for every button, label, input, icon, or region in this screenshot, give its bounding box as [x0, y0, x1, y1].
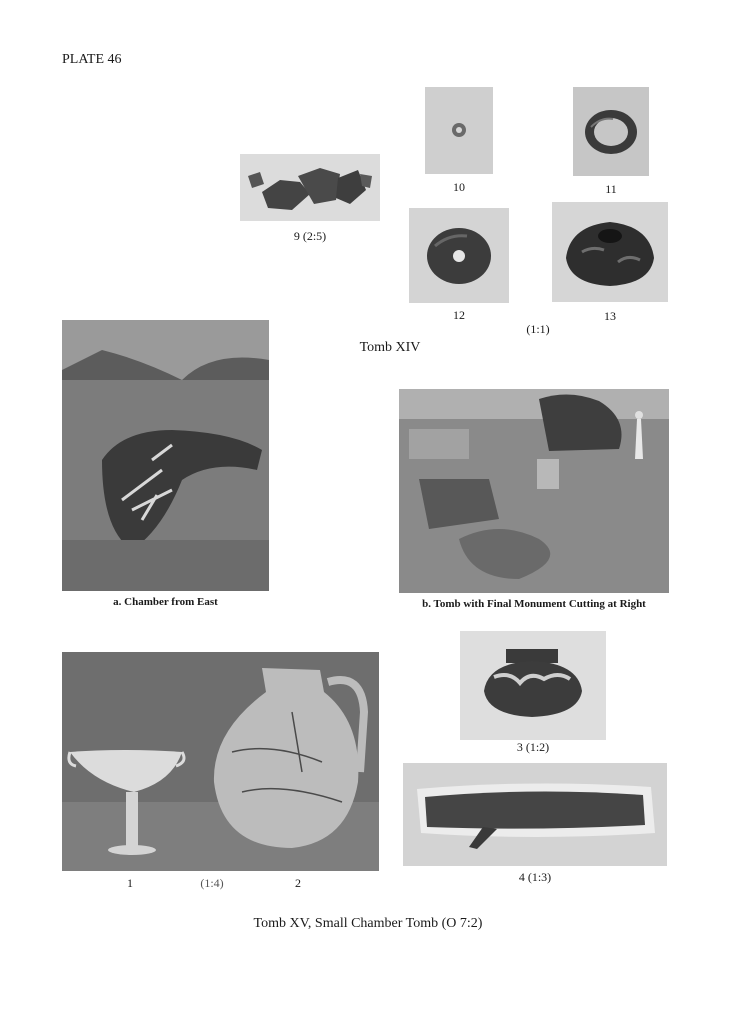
label-item-11: 11: [605, 182, 617, 196]
label-item-1: 1: [127, 876, 133, 890]
plate-title: PLATE 46: [62, 52, 122, 67]
scale-small-finds: (1:1): [526, 322, 550, 336]
photo-item-3: [460, 631, 606, 740]
photo-item-11: [573, 87, 649, 176]
label-item-4: 4 (1:3): [518, 870, 552, 884]
scale-items-1-2: (1:4): [200, 876, 224, 890]
photo-item-4: [403, 763, 667, 866]
photo-items-1-2: [62, 652, 379, 871]
caption-photo-a: a. Chamber from East: [113, 596, 218, 608]
label-item-3: 3 (1:2): [516, 740, 550, 754]
heading-tomb-xv: Tomb XV, Small Chamber Tomb (O 7:2): [253, 916, 483, 931]
label-item-10: 10: [453, 180, 465, 194]
label-item-12: 12: [453, 308, 465, 322]
heading-tomb-xiv: Tomb XIV: [359, 340, 421, 355]
label-item-9: 9 (2:5): [293, 229, 327, 243]
label-item-13: 13: [604, 309, 616, 323]
photo-item-9: [240, 154, 380, 221]
label-item-2: 2: [295, 876, 301, 890]
caption-photo-b: b. Tomb with Final Monument Cutting at Right: [422, 598, 646, 610]
photo-tomb-monument-cutting: [399, 389, 669, 593]
photo-item-13: [552, 202, 668, 302]
photo-item-10: [425, 87, 493, 174]
photo-item-12: [409, 208, 509, 303]
photo-chamber-from-east: [62, 320, 269, 591]
